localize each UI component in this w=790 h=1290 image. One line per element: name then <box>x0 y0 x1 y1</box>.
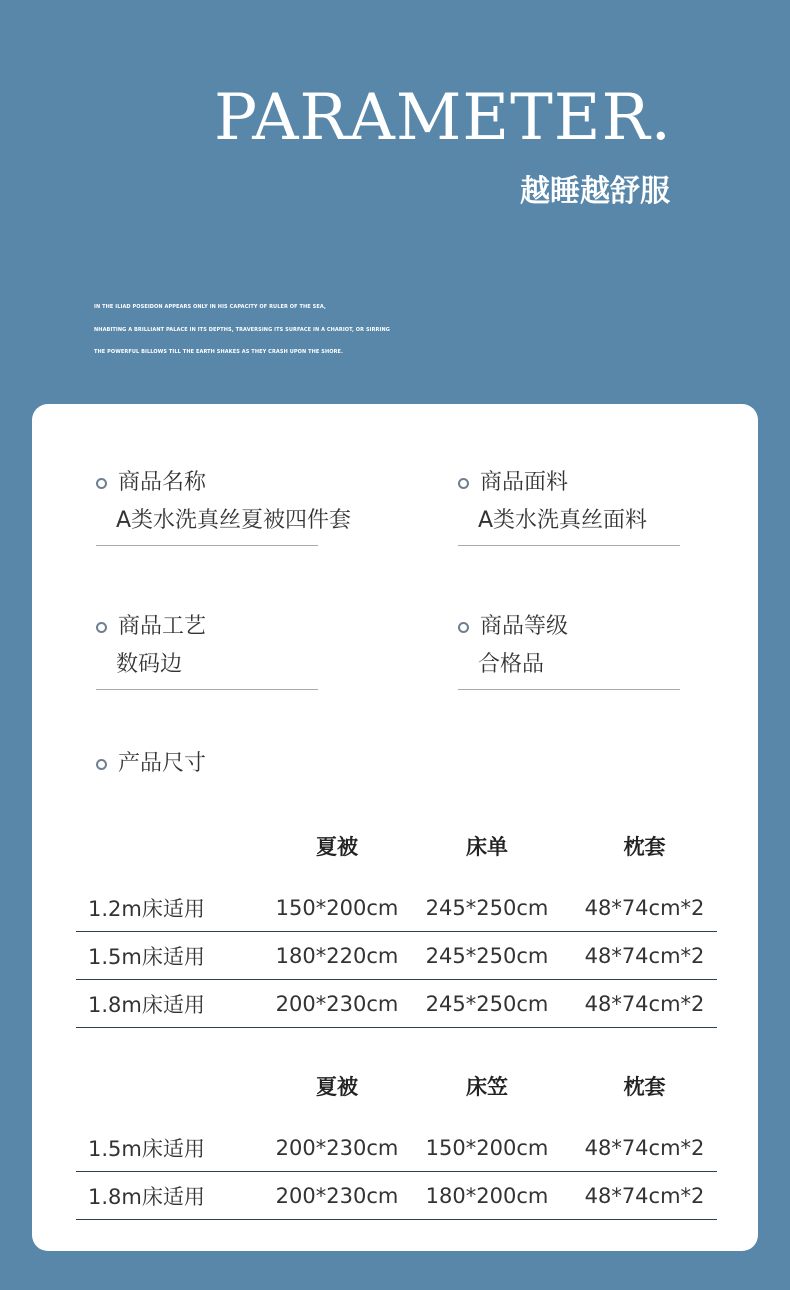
table-header <box>76 828 717 864</box>
blurb-text <box>94 296 454 364</box>
column-header: 夏被 <box>316 835 358 859</box>
table-cell: 200*230cm <box>275 1183 399 1208</box>
bullet-circle-icon <box>458 478 469 489</box>
field-value: 数码边 <box>116 652 183 677</box>
bullet-circle-icon <box>458 622 469 633</box>
parameter-card <box>32 404 758 1251</box>
column-header: 夏被 <box>316 1075 358 1099</box>
size-table-2 <box>76 1068 717 1220</box>
table-cell: 245*250cm <box>425 991 549 1016</box>
size-heading-label: 产品尺寸 <box>118 751 207 776</box>
table-cell: 1.5m床适用 <box>88 1136 205 1161</box>
table-cell: 1.8m床适用 <box>88 1184 205 1209</box>
table-cell: 1.2m床适用 <box>88 896 205 921</box>
field-label: 商品等级 <box>480 614 569 639</box>
column-header: 枕套 <box>623 1075 666 1099</box>
divider <box>458 545 680 546</box>
column-header: 枕套 <box>623 835 666 859</box>
table-cell: 200*230cm <box>275 1135 399 1160</box>
table-cell: 1.5m床适用 <box>88 944 205 969</box>
table-cell: 48*74cm*2 <box>584 1183 705 1208</box>
table-cell: 245*250cm <box>425 943 549 968</box>
table-cell: 245*250cm <box>425 895 549 920</box>
table-cell: 48*74cm*2 <box>584 943 705 968</box>
table-row <box>76 980 717 1028</box>
table-cell: 48*74cm*2 <box>584 1135 705 1160</box>
table-cell: 150*200cm <box>425 1135 549 1160</box>
table-cell: 1.8m床适用 <box>88 992 205 1017</box>
table-row <box>76 1124 717 1172</box>
table-row <box>76 884 717 932</box>
table-cell: 180*200cm <box>425 1183 549 1208</box>
table-cell: 48*74cm*2 <box>584 895 705 920</box>
table-cell: 48*74cm*2 <box>584 991 705 1016</box>
bullet-circle-icon <box>96 622 107 633</box>
divider <box>96 689 318 690</box>
column-header: 床笠 <box>466 1075 508 1099</box>
field-value: A类水洗真丝夏被四件套 <box>116 508 352 533</box>
page-title: PARAMETER. <box>214 81 672 155</box>
field-fabric <box>458 468 680 546</box>
bullet-circle-icon <box>96 478 107 489</box>
divider <box>458 689 680 690</box>
field-label: 商品面料 <box>480 470 569 495</box>
table-cell: 150*200cm <box>275 895 399 920</box>
page-subtitle: 越睡越舒服 <box>520 174 670 209</box>
size-table-1 <box>76 828 717 1028</box>
table-cell: 200*230cm <box>275 991 399 1016</box>
field-product-name <box>96 468 352 546</box>
field-label: 商品名称 <box>118 470 207 495</box>
field-label: 商品工艺 <box>118 614 207 639</box>
column-header: 床单 <box>466 835 508 859</box>
blurb-line: NHABITING A BRILLIANT PALACE IN ITS DEPTHS, TRAVERSING ITS SURFACE IN A CHARIOT, OR SIRRING <box>94 326 390 333</box>
size-heading <box>96 749 206 779</box>
field-craft <box>96 612 318 690</box>
table-row <box>76 1172 717 1220</box>
bullet-circle-icon <box>96 759 107 770</box>
blurb-line: THE POWERFUL BILLOWS TILL THE EARTH SHAKES AS THEY CRASH UPON THE SHORE. <box>94 349 344 355</box>
table-header <box>76 1068 717 1104</box>
table-row <box>76 932 717 980</box>
table-cell: 180*220cm <box>275 943 399 968</box>
field-value: 合格品 <box>478 652 545 677</box>
field-grade <box>458 612 680 690</box>
blurb-line: IN THE ILIAD POSEIDON APPEARS ONLY IN HIS CAPACITY OF RULER OF THE SEA, <box>94 304 326 310</box>
field-value: A类水洗真丝面料 <box>478 508 648 533</box>
divider <box>96 545 318 546</box>
